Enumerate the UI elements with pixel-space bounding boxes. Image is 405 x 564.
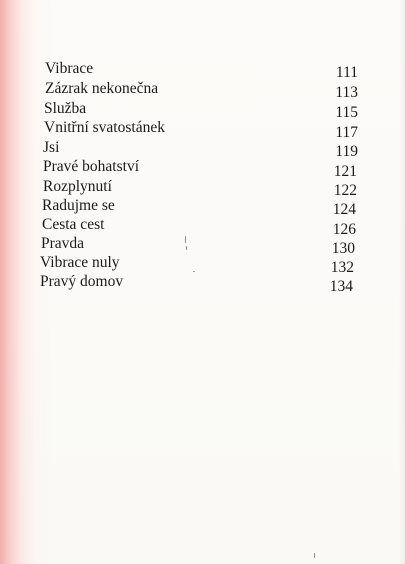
toc-entry-title: Zázrak nekonečna [45,80,159,97]
toc-entry [42,216,104,233]
toc-entry [41,235,84,252]
toc-entry [43,178,112,195]
toc-entry-title: Služba [44,100,87,117]
toc-entry [44,100,86,117]
toc-entry-title: Pravý domov [40,273,124,290]
toc-entry-page: 115 [335,104,358,121]
toc-entry-title: Pravé bohatství [43,158,139,175]
toc-entry-page: 111 [335,64,358,81]
toc-entry-title: Jsi [43,139,60,156]
toc-entry [45,60,93,77]
toc-entry [43,139,59,156]
toc-entry [40,254,120,271]
toc-entry-page: 132 [330,259,354,276]
paper-speck [186,246,187,250]
toc-entry-page: 117 [335,124,358,141]
toc-entry-page: 122 [333,182,357,199]
toc-entry [44,119,165,136]
paper-speck [314,553,315,558]
toc-entry-page: 130 [331,240,355,257]
toc-entry [40,273,123,290]
paper-speck [193,271,195,272]
toc-entry [45,80,158,97]
toc-entry-title: Radujme se [42,197,115,214]
toc-entry-page: 119 [335,143,358,160]
toc-entry-page: 124 [332,201,356,218]
toc-entry-page: 126 [332,221,356,238]
toc-entry-title: Vibrace [45,60,94,77]
toc-entry-title: Vnitřní svatostánek [44,119,165,136]
toc-entry [43,158,139,175]
toc-entry-title: Rozplynutí [43,178,112,195]
toc-entry [42,197,115,214]
toc-entry-page: 113 [335,84,358,101]
toc-entry-page: 121 [333,163,357,180]
paper-speck [185,236,186,243]
toc-entry-title: Cesta cest [42,216,105,233]
toc-entry-title: Vibrace nuly [40,254,120,271]
toc-entry-page: 134 [329,278,353,295]
toc-entry-title: Pravda [41,235,85,252]
